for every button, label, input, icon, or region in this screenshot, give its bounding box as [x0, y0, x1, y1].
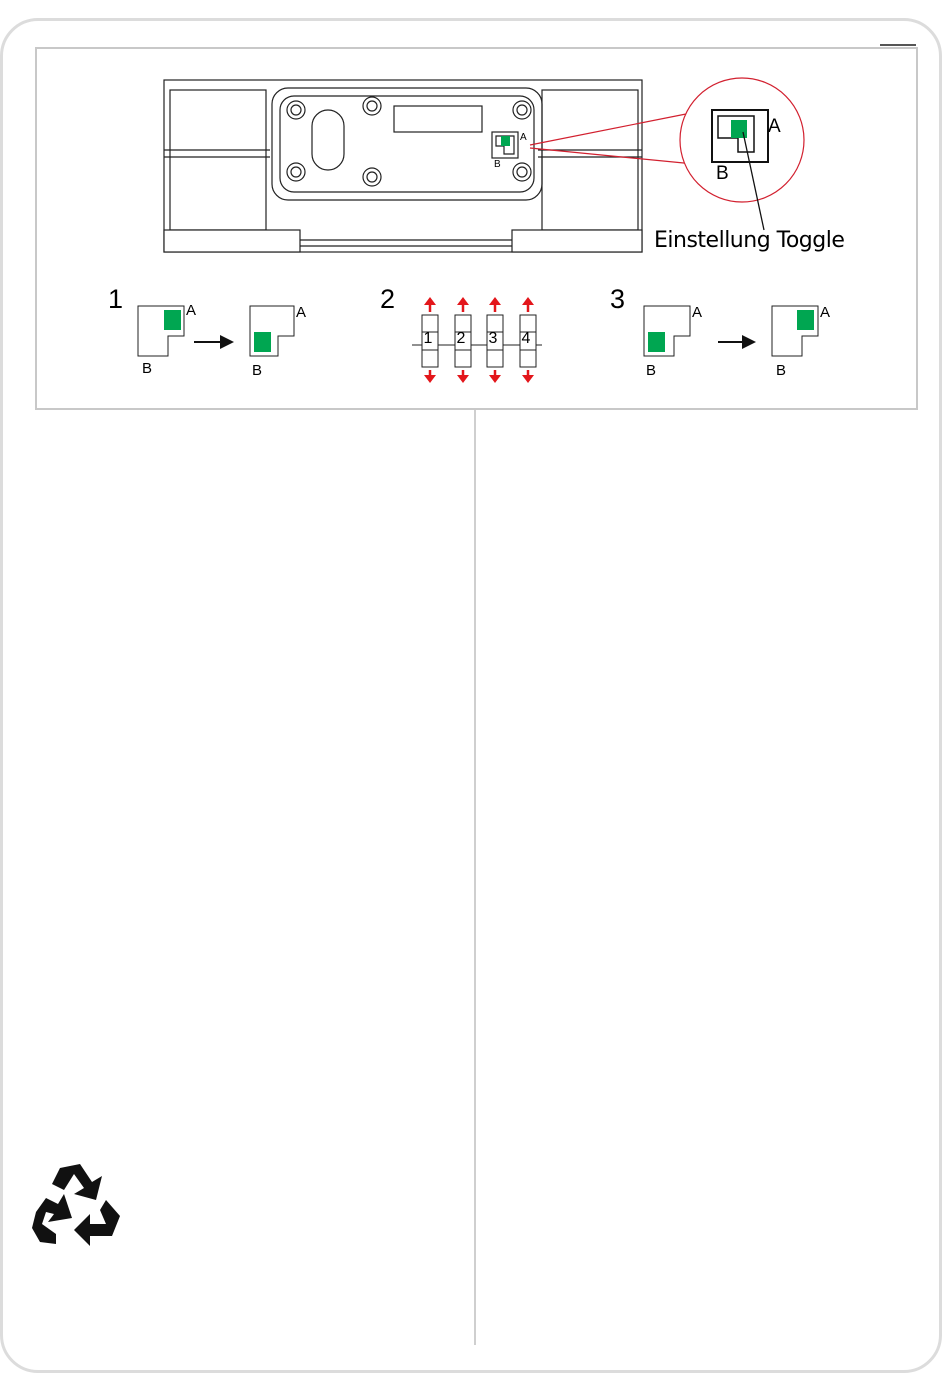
dip-switch-2-label: 2 — [456, 330, 466, 347]
dip-switch-1-label: 1 — [423, 330, 433, 347]
toggle-callout-label: Einstellung Toggle — [654, 228, 845, 253]
step-1-label-b-after: B — [252, 362, 263, 379]
step-1-label-b-before: B — [142, 360, 153, 377]
step-1-switches — [138, 306, 294, 356]
step-3-label-b-after: B — [776, 362, 787, 379]
callout-zoom — [530, 78, 804, 202]
step-3-label-a-after: A — [820, 304, 831, 321]
device-label-a: A — [520, 132, 527, 143]
device-body — [164, 80, 642, 252]
recycle-icon — [30, 1160, 122, 1250]
zoom-label-b: B — [716, 163, 729, 184]
dip-switch-3-label: 3 — [488, 330, 498, 347]
device-label-b: B — [494, 159, 501, 170]
step-2-red-arrows — [424, 297, 534, 383]
step-3-number: 3 — [610, 284, 626, 314]
step-1-arrow — [194, 335, 234, 349]
step-2-number: 2 — [380, 284, 396, 314]
step-3-label-a-before: A — [692, 304, 703, 321]
column-divider — [474, 410, 476, 1345]
step-3-label-b-before: B — [646, 362, 657, 379]
zoom-label-a: A — [768, 116, 781, 137]
step-1-label-a-before: A — [186, 302, 197, 319]
device-diagram — [2, 2, 950, 422]
step-1-label-a-after: A — [296, 304, 307, 321]
step-3-switches — [644, 306, 818, 356]
step-1-number: 1 — [108, 284, 124, 314]
dip-switch-4-label: 4 — [521, 330, 531, 347]
step-3-arrow — [718, 335, 756, 349]
